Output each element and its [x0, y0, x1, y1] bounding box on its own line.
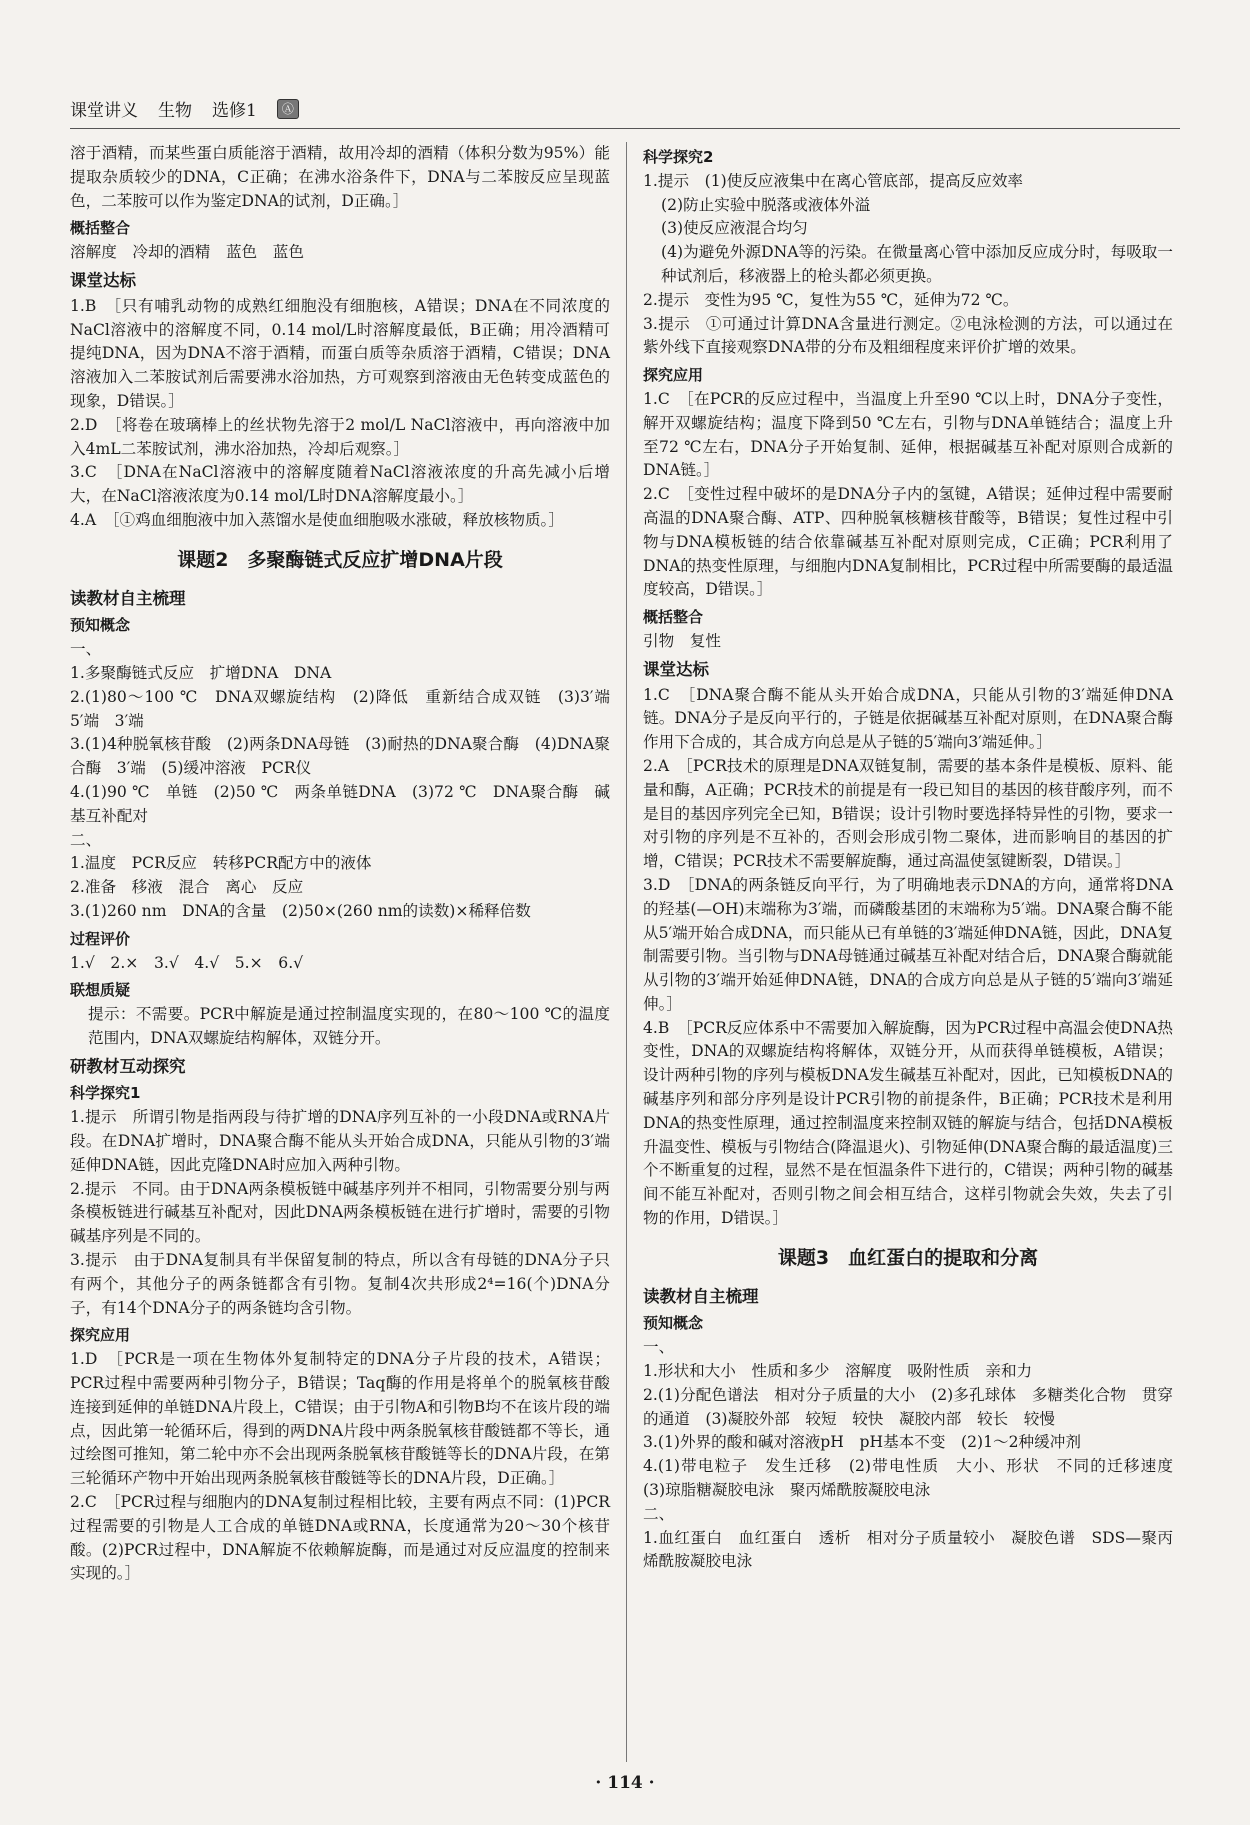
section-heading: 课堂达标 — [70, 270, 136, 290]
header-volume: 选修1 — [212, 101, 257, 121]
text-paragraph: 1.温度 PCR反应 转移PCR配方中的液体 — [70, 854, 372, 873]
section-heading: 科学探究1 — [70, 1084, 141, 1103]
header-subject: 生物 — [158, 101, 192, 121]
text-paragraph: 3.C ［DNA在NaCl溶液中的溶解度随着NaCl溶液浓度的升高先减小后增大，在NaCl溶液浓度为0.14 mol/L时DNA溶解度最小。］ — [70, 463, 610, 506]
section-heading: 课堂达标 — [643, 659, 709, 679]
text-paragraph: 2.(1)80～100 ℃ DNA双螺旋结构 (2)降低 重新结合成双链 (3)3′端 5′端 3′端 — [70, 687, 626, 730]
text-paragraph: 1.√ 2.× 3.√ 4.√ 5.× 6.√ — [70, 953, 304, 972]
section-heading: 读教材自主梳理 — [70, 588, 186, 608]
text-paragraph: 2.C ［变性过程中破坏的是DNA分子内的氢键，A错误；延伸过程中需要耐高温的DNA聚合酶、ATP、四种脱氧核糖核苷酸等，B错误；复性过程中引物与DNA模板链的结合依靠碱基互补配对原则完成，C正确；PCR利用了DNA的热变性原理，与细胞内DNA复制相比，PCR过程中所需要酶的最适温度较高，D错误。］ — [643, 485, 1174, 599]
text-paragraph: 二、 — [70, 830, 102, 849]
text-paragraph: 3.(1)260 nm DNA的含量 (2)50×(260 nm的读数)×稀释倍数 — [70, 901, 531, 920]
text-paragraph: 4.A ［①鸡血细胞液中加入蒸馏水是使血细胞吸水涨破，释放核物质。］ — [70, 510, 564, 529]
text-paragraph: 1.C ［DNA聚合酶不能从头开始合成DNA，只能从引物的3′端延伸DNA链。DNA分子是反向平行的，子链是依据碱基互补配对原则，在DNA聚合酶作用下合成的，其合成方向总是从子链的5′端向3′端延伸。］ — [643, 685, 1173, 752]
section-heading: 探究应用 — [70, 1326, 131, 1345]
text-paragraph: 1.C ［在PCR的反应过程中，当温度上升至90 ℃以上时，DNA分子变性，解开双螺旋结构；温度下降到50 ℃左右，引物与DNA单链结合；温度上升至72 ℃左右，DNA分子开始复制、延伸，根据碱基互补配对原则合成新的DNA链。］ — [643, 389, 1173, 480]
section-heading: 预知概念 — [643, 1314, 704, 1333]
text-paragraph: 1.形状和大小 性质和多少 溶解度 吸附性质 亲和力 — [643, 1362, 1033, 1381]
text-paragraph: 一、 — [70, 640, 102, 659]
text-paragraph: 2.D ［将卷在玻璃棒上的丝状物先溶于2 mol/L NaCl溶液中，再向溶液中加入4mL二苯胺试剂，沸水浴加热，冷却后观察。］ — [70, 415, 610, 458]
section-heading: 探究应用 — [643, 366, 704, 385]
section-heading: 联想质疑 — [70, 981, 131, 1000]
section-title: 课题3 血红蛋白的提取和分离 — [777, 1246, 1039, 1269]
section-heading: 过程评价 — [70, 929, 131, 948]
text-paragraph: 3.提示 由于DNA复制具有半保留复制的特点，所以含有母链的DNA分子只有两个，其他分子的两条链都含有引物。复制4次共形成2⁴=16(个)DNA分子，有14个DNA分子的两条链均含引物。 — [70, 1251, 610, 1317]
section-heading: 科学探究2 — [643, 148, 714, 166]
section-heading: 研教材互动探究 — [70, 1056, 186, 1076]
section-heading: 概括整合 — [70, 219, 131, 238]
text-paragraph: 3.D ［DNA的两条链反向平行，为了明确地表示DNA的方向，通常将DNA的羟基(—OH)末端称为3′端，而磷酸基团的末端称为5′端。DNA聚合酶不能从5′端开始合成DNA，而只能从已有单链的3′端延伸DNA链，因此，DNA复制需要引物。当引物与DNA母链通过碱基互补配对结合后，DNA聚合酶就能从引物的3′端开始延伸DNA链，DNA的合成方向总是从子链的5′端向3′端延伸。］ — [643, 875, 1173, 1013]
section-heading: 概括整合 — [643, 608, 704, 627]
text-paragraph: 溶解度 冷却的酒精 蓝色 蓝色 — [70, 243, 304, 262]
text-paragraph: 1.多聚酶链式反应 扩增DNA DNA — [70, 663, 332, 682]
right-column — [643, 142, 1189, 1574]
text-paragraph: 1.血红蛋白 血红蛋白 透析 相对分子质量较小 凝胶色谱 SDS—聚丙烯酰胺凝胶电泳 — [643, 1528, 1173, 1571]
text-paragraph: (4)为避免外源DNA等的污染。在微量离心管中添加反应成分时，每吸取一种试剂后，移液器上的枪头都必须更换。 — [661, 243, 1173, 285]
section-heading: 读教材自主梳理 — [643, 1286, 759, 1306]
text-paragraph: 1.D ［PCR是一项在生物体外复制特定的DNA分子片段的技术，A错误；PCR过程中需要两种引物分子，B错误；Taq酶的作用是将单个的脱氧核苷酸连接到延伸的单链DNA片段上，C错误；由于引物A和引物B均不在该片段的端点，因此第一轮循环后，得到的两DNA片段中两条脱氧核苷酸链都不等长，通过绘图可推知，第二轮中亦不会出现两条脱氧核苷酸链等长的DNA片段，在第三轮循环产物中开始出现两条脱氧核苷酸链等长的DNA片段，D正确。］ — [70, 1350, 610, 1488]
column-divider — [626, 142, 627, 1762]
text-paragraph: 4.(1)90 ℃ 单链 (2)50 ℃ 两条单链DNA (3)72 ℃ DNA聚合酶 碱基互补配对 — [70, 782, 610, 825]
text-paragraph: 2.提示 不同。由于DNA两条模板链中碱基序列并不相同，引物需要分别与两条模板链进行碱基互补配对，因此DNA两条模板链在进行扩增时，需要的引物碱基序列是不同的。 — [70, 1179, 610, 1246]
header-rule — [70, 128, 1180, 129]
text-paragraph: 一、 — [643, 1338, 675, 1357]
text-paragraph: 3.(1)4种脱氧核苷酸 (2)两条DNA母链 (3)耐热的DNA聚合酶 (4)DNA聚合酶 3′端 (5)缓冲溶液 PCR仪 — [70, 735, 610, 778]
text-paragraph: 2.提示 变性为95 ℃，复性为55 ℃，延伸为72 ℃。 — [643, 290, 1019, 309]
text-paragraph: (3)使反应液混合均匀 — [661, 219, 808, 238]
section-title: 课题2 多聚酶链式反应扩增DNA片段 — [177, 548, 503, 571]
text-paragraph: 2.准备 移液 混合 离心 反应 — [70, 878, 304, 897]
text-paragraph: 溶于酒精，而某些蛋白质能溶于酒精，故用冷却的酒精（体积分数为95%）能提取杂质较少的DNA，C正确；在沸水浴条件下，DNA与二苯胺反应呈现蓝色，二苯胺可以作为鉴定DNA的试剂，D正确。］ — [70, 144, 610, 210]
header-book: 课堂讲义 — [70, 101, 138, 121]
text-paragraph: 2.(1)分配色谱法 相对分子质量的大小 (2)多孔球体 多糖类化合物 贯穿的通道 (3)凝胶外部 较短 较快 凝胶内部 较长 较慢 — [643, 1385, 1173, 1428]
text-paragraph: 1.提示 所谓引物是指两段与待扩增的DNA序列互补的一小段DNA或RNA片段。在DNA扩增时，DNA聚合酶不能从头开始合成DNA，只能从引物的3′端延伸DNA链，因此克隆DNA时应加入两种引物。 — [70, 1108, 610, 1174]
text-paragraph: 二、 — [643, 1504, 675, 1523]
text-paragraph: 1.B ［只有哺乳动物的成熟红细胞没有细胞核，A错误；DNA在不同浓度的NaCl溶液中的溶解度不同，0.14 mol/L时溶解度最低，B正确；用冷酒精可提纯DNA，因为DNA不溶于酒精，而蛋白质等杂质溶于酒精，C错误；DNA溶液加入二苯胺试剂后需要沸水浴加热，方可观察到溶液由无色转变成蓝色的现象，D错误。］ — [70, 296, 610, 410]
text-paragraph: 2.C ［PCR过程与细胞内的DNA复制过程相比较，主要有两点不同：(1)PCR过程需要的引物是人工合成的单链DNA或RNA，长度通常为20～30个核苷酸。(2)PCR过程中，DNA解旋不依赖解旋酶，而是通过对反应温度的控制来实现的。］ — [70, 1493, 610, 1583]
section-heading: 预知概念 — [70, 616, 131, 635]
page-header — [70, 96, 299, 121]
text-paragraph: 4.B ［PCR反应体系中不需要加入解旋酶，因为PCR过程中高温会使DNA热变性，DNA的双螺旋结构将解体，双链分开，从而获得单链模板，A错误；设计两种引物的序列与模板DNA发生碱基互补配对，因此，已知模板DNA的碱基序列和部分序列是设计PCR引物的前提条件，B正确；PCR技术是利用DNA的热变性原理，通过控制温度来控制双链的解旋与结合，包括DNA模板升温变性、模板与引物结合(降温退火)、引物延伸(DNA聚合酶的最适温度)三个不断重复的过程，显然不是在恒温条件下进行的，C错误；两种引物的碱基间不能互补配对，否则引物之间会相互结合，这样引物就会失效，失去了引物的作用，D错误。］ — [643, 1018, 1173, 1228]
left-column — [70, 142, 626, 1586]
text-paragraph: 提示：不需要。PCR中解旋是通过控制温度实现的，在80～100 ℃的温度范围内，DNA双螺旋结构解体，双链分开。 — [88, 1005, 610, 1047]
text-paragraph: 4.(1)带电粒子 发生迁移 (2)带电性质 大小、形状 不同的迁移速度 (3)琼脂糖凝胶电泳 聚丙烯酰胺凝胶电泳 — [643, 1457, 1189, 1500]
page-number: · 114 · — [595, 1773, 655, 1793]
edition-badge-icon: Ⓐ — [277, 99, 299, 119]
text-paragraph: (2)防止实验中脱落或液体外溢 — [661, 195, 871, 214]
text-paragraph: 引物 复性 — [643, 631, 721, 650]
text-paragraph: 1.提示 (1)使反应液集中在离心管底部，提高反应效率 — [643, 171, 1024, 190]
text-paragraph: 3.提示 ①可通过计算DNA含量进行测定。②电泳检测的方法，可以通过在紫外线下直接观察DNA带的分布及粗细程度来评价扩增的效果。 — [643, 314, 1173, 357]
text-paragraph: 3.(1)外界的酸和碱对溶液pH pH基本不变 (2)1～2种缓冲剂 — [643, 1433, 1081, 1452]
text-paragraph: 2.A ［PCR技术的原理是DNA双链复制，需要的基本条件是模板、原料、能量和酶，A正确；PCR技术的前提是有一段已知目的基因的核苷酸序列，而不是目的基因序列完全已知，B错误；设计引物时要选择特异性的引物，要求一对引物的序列是不互补的，否则会形成引物二聚体，进而影响目的基因的扩增，C错误；PCR技术不需要解旋酶，通过高温使氢键断裂，D错误。］ — [643, 756, 1173, 871]
